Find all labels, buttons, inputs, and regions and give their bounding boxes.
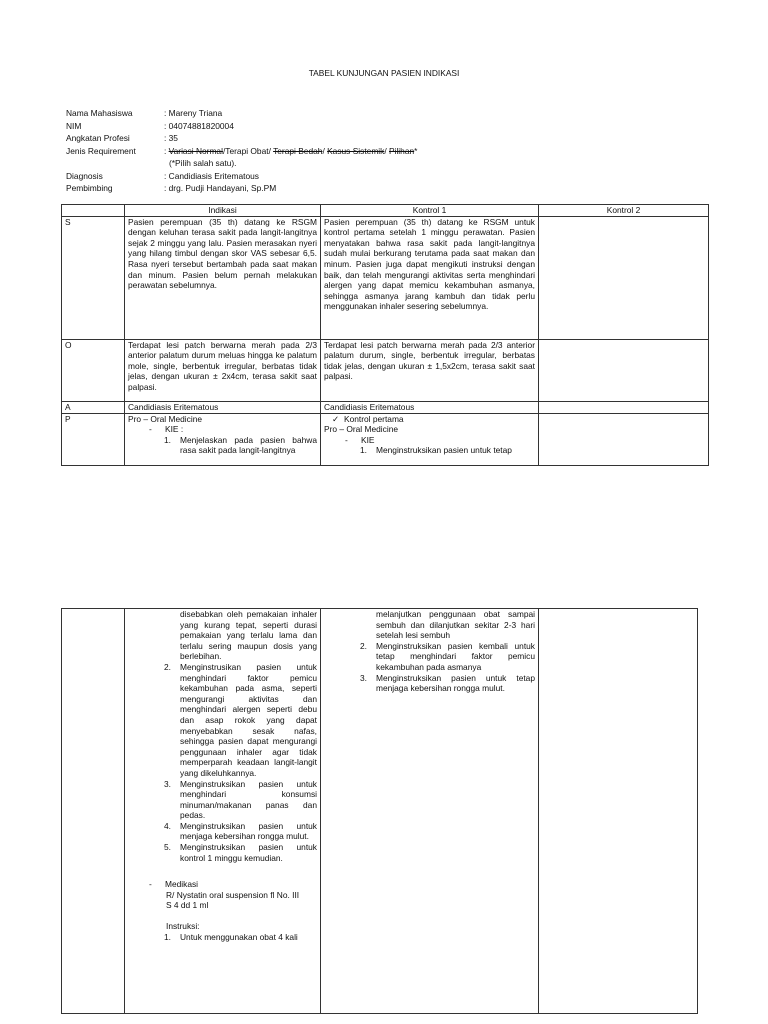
item-number: 3. (360, 672, 367, 683)
list-item (128, 842, 317, 863)
row-code: S (62, 216, 125, 339)
header-cell: Kontrol 2 (539, 205, 709, 217)
kie-label: - KIE : (149, 424, 184, 435)
header-row (62, 205, 709, 217)
indikasi-cell (125, 609, 321, 1014)
asterisk: * (414, 145, 418, 156)
kontrol2-cell (539, 401, 709, 413)
plan-heading: Pro – Oral Medicine (128, 413, 203, 424)
row-code: O (62, 339, 125, 401)
meta-label: Angkatan Profesi (66, 133, 130, 143)
list-item (128, 932, 317, 943)
meta-label: Pembimbing (66, 183, 113, 193)
item-number: 4. (164, 820, 171, 831)
kie-text: KIE : (165, 424, 184, 435)
row-code (62, 609, 125, 1014)
struck-option: Terapi Bedah (273, 145, 323, 156)
meta-label: Jenis Requirement (66, 145, 136, 156)
item-number: 2. (164, 661, 171, 672)
item-text: Menjelaskan pada pasien bahwa rasa sakit pada langit-langitnya (180, 434, 317, 456)
page-title: TABEL KUNJUNGAN PASIEN INDIKASI (308, 68, 460, 78)
meta-label: NIM (66, 120, 82, 131)
item-number: 5. (164, 842, 171, 853)
list-item (128, 662, 317, 779)
meta-value: : Candidiasis Eritematous (164, 170, 259, 181)
meta-value: : Mareny Triana (164, 108, 223, 118)
item-number: 1. (164, 931, 171, 942)
soap-row-p-continued (62, 609, 698, 1014)
kontrol1-cell: Candidiasis Eritematous (321, 401, 539, 413)
kontrol2-cell (539, 216, 709, 339)
indikasi-cell: Candidiasis Eritematous (125, 401, 321, 413)
prescription-signa: S 4 dd 1 ml (166, 900, 209, 911)
soap-row-p (62, 413, 709, 465)
item-number: 3. (164, 778, 171, 789)
item-text: Menginstrusikan pasien untuk menghindari faktor pemicu kekambuhan pada asma, seperti mengurangi aktivitas dan menghindari alergen seperti debu dan asap rokok yang dapat menyebabkan sesak nafas, sehingga pasien dapat mengurangi penggunaan inhaler agar tidak memperparah keadaan langit-langit yang dikeluhkannya. (180, 661, 317, 778)
kie-label: - KIE (345, 434, 375, 445)
indikasi-cell (125, 413, 321, 465)
plan-heading: Pro – Oral Medicine (324, 424, 399, 435)
struck-option: Pilihan (389, 145, 415, 156)
item-number: 1. (164, 434, 171, 445)
meta-value: : 35 (164, 133, 178, 143)
list-item (128, 821, 317, 842)
struck-option: Kasus Sistemik (327, 145, 385, 156)
list-item (324, 445, 535, 456)
separator: / (384, 145, 389, 156)
kontrol2-cell (539, 609, 698, 1014)
list-item (324, 641, 535, 673)
item-number: 1. (360, 445, 367, 456)
visit-table (61, 204, 709, 466)
requirement-note: (*Pilih salah satu). (169, 158, 237, 168)
instruksi-label: Instruksi: (166, 921, 200, 932)
list-item (128, 435, 317, 456)
meta-label: Nama Mahasiswa (66, 108, 133, 118)
prescription: R/ Nystatin oral suspension fl No. III (166, 889, 300, 900)
requirement-value (164, 146, 417, 157)
checklist-item (324, 414, 535, 425)
checkmark-icon: ✓ (332, 413, 340, 424)
list-item (324, 673, 535, 694)
kontrol2-cell (539, 339, 709, 401)
item-text: Menginstruksikan pasien untuk menghindari konsumsi minuman/makanan panas dan pedas. (180, 778, 317, 821)
visit-table-continuation (61, 608, 698, 1014)
kontrol1-cell: Pasien perempuan (35 th) datang ke RSGM untuk kontrol pertama setelah 1 minggu perawatan. Pasien menyatakan bahwa rasa sakit pada langit-langitnya sudah mulai berkurang terutama pada saat makan dan minum. Pasien juga dapat mengikuti instruksi dengan baik, dan telah mengurangi aktivitas serta menghindari alergen yang dapat memicu kekambuhan asmanya, sehingga asmanya jarang kambuh dan tidak perlu menggunakan inhaler sesering sebelumnya. (321, 216, 539, 339)
separator: / (322, 145, 328, 156)
list-item (128, 779, 317, 821)
kie-text: KIE (361, 434, 375, 445)
list-item-continued: disebabkan oleh pemakaian inhaler yang kurang tepat, seperti durasi pemakaian yang terlalu lama dan terlalu sering maupun dosis yang berlebihan. (180, 609, 317, 662)
item-text: Untuk menggunakan obat 4 kali (180, 931, 298, 942)
item-text: Menginstruksikan pasien untuk tetap (376, 445, 512, 456)
checklist-text: Kontrol pertama (344, 413, 404, 424)
list-item-continued: melanjutkan penggunaan obat sampai sembuh dan dilanjutkan sekitar 2-3 hari setelah lesi sembuh (376, 609, 535, 641)
medikasi-text: Medikasi (165, 879, 199, 890)
kontrol1-cell (321, 413, 539, 465)
soap-row-o (62, 339, 709, 401)
meta-label: Diagnosis (66, 170, 103, 181)
kontrol2-cell (539, 413, 709, 465)
item-text: Menginstruksikan pasien untuk tetap menjaga kebersihan rongga mulut. (376, 672, 535, 694)
meta-value: : 04074881820004 (164, 120, 234, 131)
row-code: A (62, 401, 125, 413)
header-cell: Kontrol 1 (321, 205, 539, 217)
item-text: Menginstruksikan pasien untuk kontrol 1 minggu kemudian. (180, 842, 317, 863)
item-text: Menginstruksikan pasien kembali untuk tetap menghindari faktor pemicu kekambuhan pada asmanya (376, 640, 535, 672)
requirement-prefix: : (164, 145, 169, 156)
soap-row-a (62, 401, 709, 413)
indikasi-cell: Terdapat lesi patch berwarna merah pada 2/3 anterior palatum durum meluas hingga ke palatum mole, single, berbentuk irregular, berbatas tidak jelas, dengan ukuran ± 2x4cm, terasa sakit saat palpasi. (125, 339, 321, 401)
header-cell (62, 205, 125, 217)
indikasi-cell: Pasien perempuan (35 th) datang ke RSGM dengan keluhan terasa sakit pada langit-langitnya sejak 2 minggu yang lalu. Pasien merasakan nyeri yang hilang timbul dengan skor VAS sebesar 6,5. Rasa nyeri tersebut bertambah pada saat makan dan minum. Pasien belum pernah melakukan perawatan sebelumnya. (125, 216, 321, 339)
row-code: P (62, 413, 125, 465)
header-cell: Indikasi (125, 205, 321, 217)
item-number: 2. (360, 640, 367, 651)
kontrol1-cell (321, 609, 539, 1014)
struck-option: Variasi Normal (168, 145, 223, 156)
soap-row-s (62, 216, 709, 339)
meta-value: : drg. Pudji Handayani, Sp.PM (164, 183, 277, 193)
kontrol1-cell: Terdapat lesi patch berwarna merah pada 2/3 anterior palatum durum, single, berbentuk irregular, berbatas tidak jelas, dengan ukuran ± 1,5x2cm, terasa sakit saat palpasi. (321, 339, 539, 401)
medikasi-label: - Medikasi (149, 879, 199, 890)
requirement-selected: /Terapi Obat/ (222, 145, 274, 156)
item-text: Menginstruksikan pasien untuk menjaga kebersihan rongga mulut. (180, 820, 317, 842)
